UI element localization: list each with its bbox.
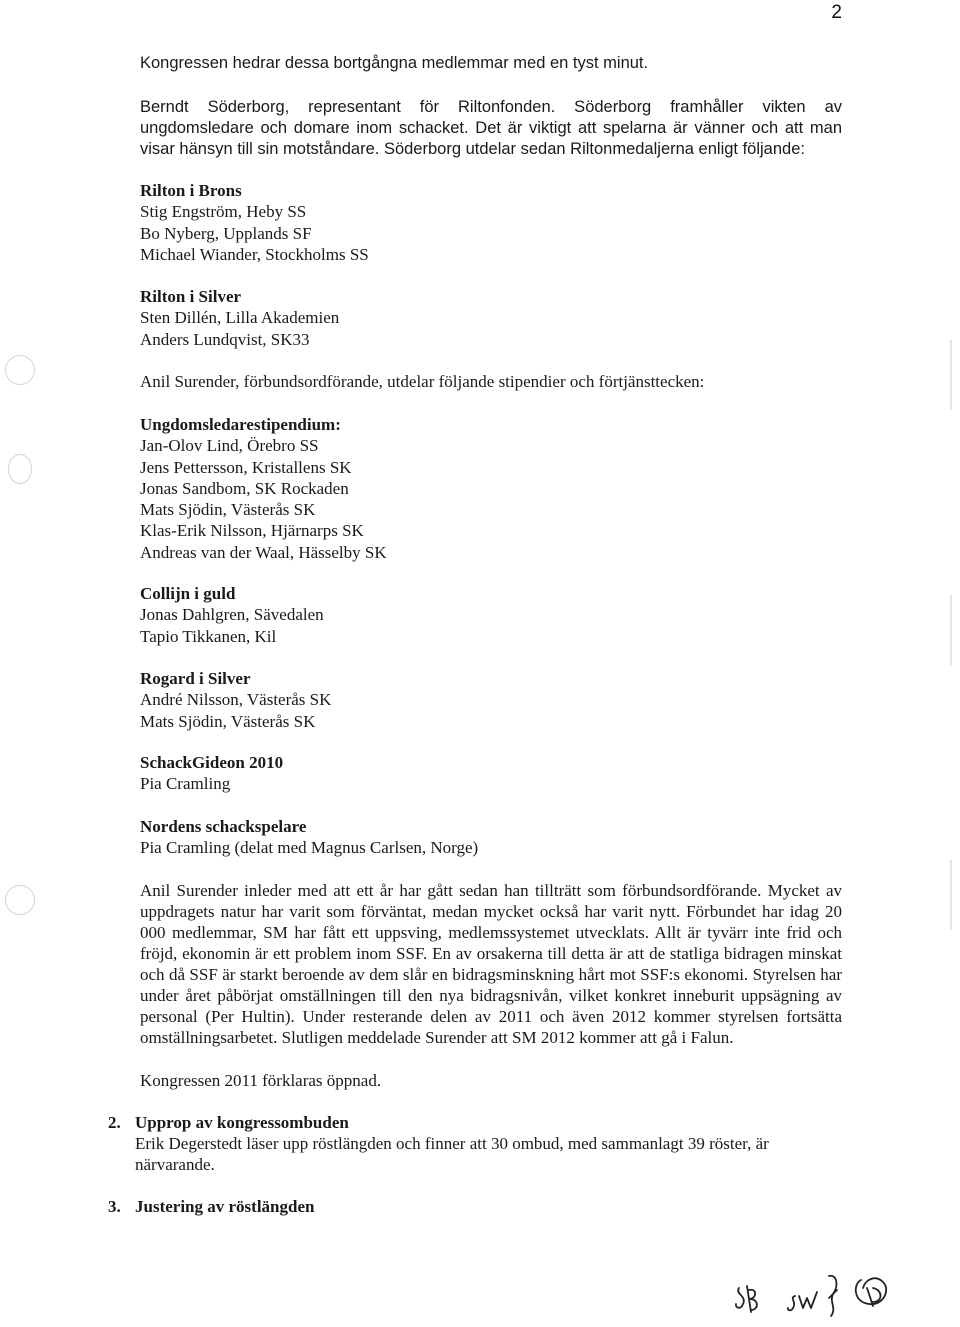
berndt-paragraph: Berndt Söderborg, representant för Riltonfonden. Söderborg framhåller vikten av ungdomsledare och domare inom schacket. Det är viktigt att spelarna är vänner och att man visar hänsyn till sin motståndare. Söderborg utdelar sedan Riltonmedaljerna enligt följande:	[140, 98, 842, 158]
agenda-item-2	[108, 1112, 838, 1175]
page-number: 2	[831, 2, 842, 23]
punch-hole-mark	[5, 355, 35, 385]
name-line: Jonas Sandbom, SK Rockaden	[140, 478, 349, 498]
item-number: 2.	[108, 1113, 121, 1132]
schackgideon-section	[140, 752, 283, 795]
section-heading: Ungdomsledarestipendium:	[140, 415, 341, 434]
section-heading: Nordens schackspelare	[140, 817, 307, 836]
name-line: Michael Wiander, Stockholms SS	[140, 244, 369, 264]
intro-paragraph: Kongressen hedrar dessa bortgångna medlemmar med en tyst minut.	[140, 54, 649, 72]
section-heading: Rogard i Silver	[140, 669, 251, 688]
item-number: 3.	[108, 1197, 121, 1216]
rilton-brons-section	[140, 180, 369, 265]
name-line: Stig Engström, Heby SS	[140, 202, 307, 222]
section-heading: Rilton i Silver	[140, 287, 242, 306]
name-line: Mats Sjödin, Västerås SK	[140, 711, 316, 731]
section-heading: Rilton i Brons	[140, 181, 242, 200]
agenda-item-3	[108, 1196, 838, 1217]
section-heading: SchackGideon 2010	[140, 753, 284, 772]
name-line: Jens Pettersson, Kristallens SK	[140, 457, 352, 477]
section-heading: Collijn i guld	[140, 584, 236, 603]
rogard-section	[140, 668, 331, 732]
name-line: Tapio Tikkanen, Kil	[140, 626, 277, 646]
name-line: Anders Lundqvist, SK33	[140, 329, 310, 349]
anil-paragraph: Anil Surender inleder med att ett år har gått sedan han tillträtt som förbundsordförande. Mycket av uppdragets natur har varit som förväntat, medan mycket också har varit nytt. Förbundet har idag 20 000 medlemmar, SM har fått ett uppsving, medlemssystemet utvecklats. Allt är tyvärr inte frid och fröjd, ekonomin är ett problem inom SSF. En av orsakerna till detta är att de statliga bidragen minskat och då SSF är starkt beroende av dem slår en bidragsminskning hårt mot SSF:s ekonomi. Styrelsen har under året påbörjat omställningen till den nya bidragsnivån, vilket konkret inneburit uppsägning av personal (Per Hultin). Under resterande delen av 2011 och även 2012 kommer styrelsen fortsätta omställningsarbetet. Slutligen meddelade Surender att SM 2012 kommer att gå i Falun.	[140, 881, 842, 1047]
scan-edge-mark	[950, 860, 952, 930]
ungdomsledare-section	[140, 414, 387, 563]
name-line: Andreas van der Waal, Hässelby SK	[140, 542, 387, 562]
item-title: Upprop av kongressombuden	[135, 1113, 349, 1132]
name-line: Mats Sjödin, Västerås SK	[140, 500, 316, 520]
name-line: Jonas Dahlgren, Sävedalen	[140, 605, 324, 625]
opened-statement: Kongressen 2011 förklaras öppnad.	[140, 1071, 382, 1090]
name-line: André Nilsson, Västerås SK	[140, 690, 332, 710]
name-line: Jan-Olov Lind, Örebro SS	[140, 436, 319, 456]
nordens-section	[140, 816, 478, 859]
name-line: Pia Cramling (delat med Magnus Carlsen, Norge)	[140, 838, 479, 858]
collijn-section	[140, 583, 324, 647]
name-line: Bo Nyberg, Upplands SF	[140, 223, 312, 243]
scan-edge-mark	[950, 595, 952, 665]
punch-hole-mark	[5, 885, 35, 915]
anil-intro: Anil Surender, förbundsordförande, utdelar följande stipendier och förtjänsttecken:	[140, 372, 705, 391]
handwritten-initials	[733, 1268, 913, 1318]
item-title: Justering av röstlängden	[135, 1197, 315, 1216]
name-line: Pia Cramling	[140, 774, 231, 794]
scan-edge-mark	[950, 340, 952, 410]
name-line: Klas-Erik Nilsson, Hjärnarps SK	[140, 521, 364, 541]
item-text: Erik Degerstedt läser upp röstlängden och finner att 30 ombud, med sammanlagt 39 röster, är närvarande.	[135, 1134, 769, 1174]
name-line: Sten Dillén, Lilla Akademien	[140, 308, 340, 328]
rilton-silver-section	[140, 286, 339, 350]
punch-hole-mark	[8, 454, 32, 484]
